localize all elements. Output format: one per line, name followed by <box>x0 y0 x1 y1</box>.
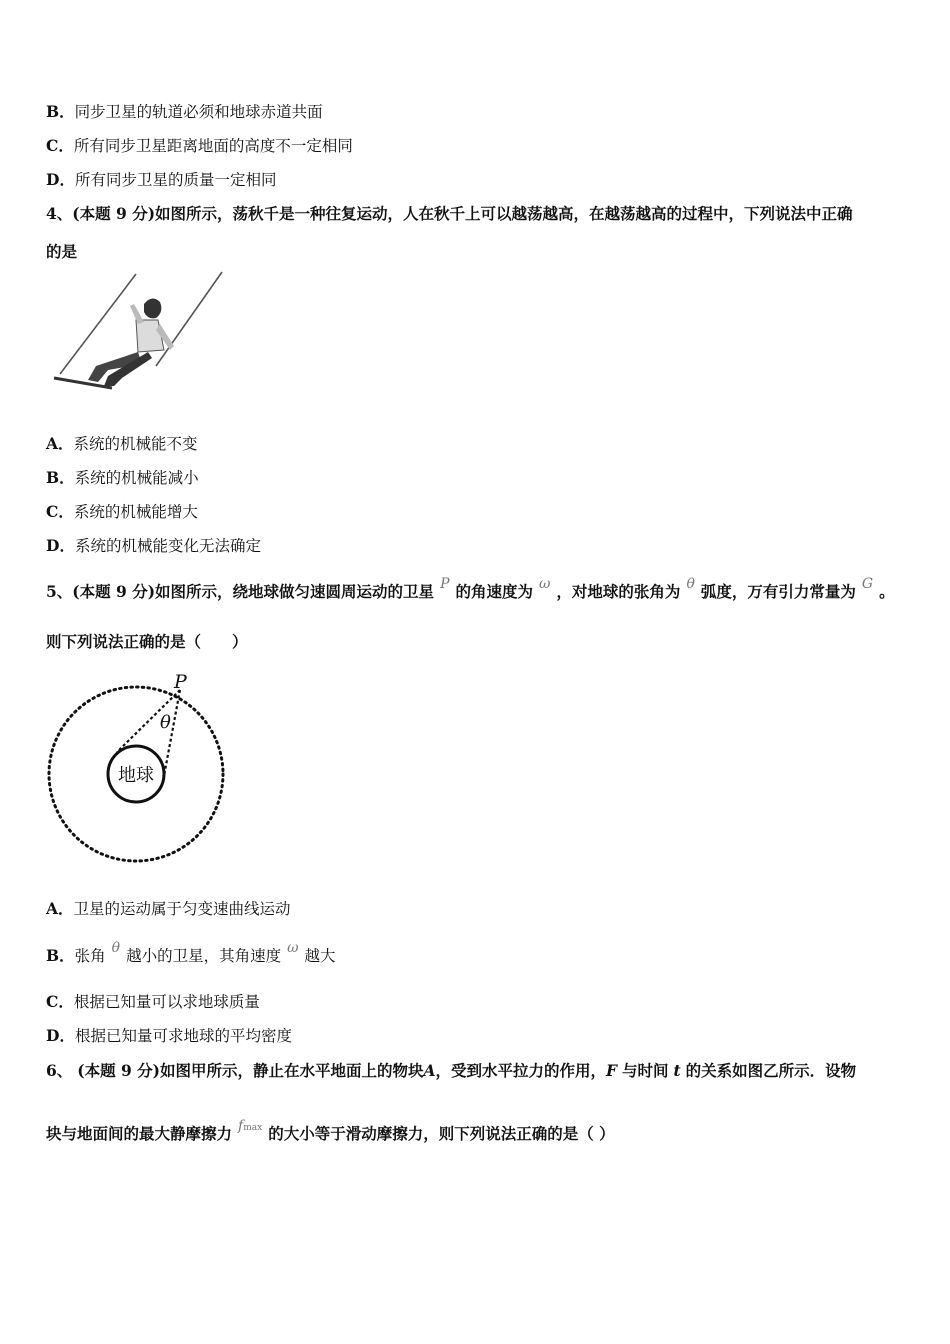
question-number: 4、 <box>46 204 73 223</box>
q5-option-b <box>46 940 336 967</box>
symbol-a: A <box>423 1061 436 1080</box>
symbol-p: P <box>440 576 450 592</box>
stem-part: ，受到水平拉力的作用， <box>435 1061 607 1080</box>
option-letter: C． <box>46 502 74 521</box>
q6-stem-line-2 <box>46 1118 615 1147</box>
label-p: P <box>174 671 187 693</box>
option-text: 根据已知量可以求地球质量 <box>73 993 260 1011</box>
symbol-fmax <box>238 1118 262 1134</box>
option-letter: C． <box>46 992 74 1011</box>
symbol-t: t <box>673 1061 681 1080</box>
option-text: 系统的机械能变化无法确定 <box>74 537 261 555</box>
option-letter: A． <box>46 899 74 918</box>
stem-part: 如图所示，绕地球做匀速圆周运动的卫星 <box>155 582 435 601</box>
stem-part: 的大小等于滑动摩擦力，则下列说法正确的是（ ） <box>268 1124 615 1143</box>
option-text: 根据已知量可求地球的平均密度 <box>74 1027 292 1045</box>
option-text: 越大 <box>304 947 336 965</box>
option-text: 系统的机械能不变 <box>73 435 198 453</box>
q5-option-d <box>46 1026 292 1046</box>
q4-option-c <box>46 502 198 522</box>
option-text: 系统的机械能减小 <box>74 469 199 487</box>
option-letter: B． <box>46 102 75 121</box>
q3-option-b <box>46 102 323 122</box>
option-text: 系统的机械能增大 <box>73 503 198 521</box>
symbol-g: G <box>861 576 874 592</box>
symbol-theta: θ <box>111 940 121 956</box>
stem-part: 的关系如图乙所示．设物 <box>685 1061 857 1080</box>
q4-stem-line-1 <box>46 204 853 224</box>
label-theta: θ <box>160 712 171 733</box>
option-letter: B． <box>46 468 75 487</box>
q4-option-b <box>46 468 199 488</box>
q4-option-a <box>46 434 198 454</box>
stem-part: 与时间 <box>622 1061 669 1080</box>
q4-stem-line-2: 的是 <box>46 242 78 261</box>
symbol-omega: ω <box>287 940 299 956</box>
option-letter: A． <box>46 434 74 453</box>
question-number: 6、 <box>46 1061 73 1080</box>
q5-option-c <box>46 992 260 1012</box>
option-text: 同步卫星的轨道必须和地球赤道共面 <box>74 103 323 121</box>
stem-part: 弧度，万有引力常量为 <box>700 582 856 601</box>
question-score: (本题 9 分) <box>77 1061 160 1080</box>
option-text: 所有同步卫星距离地面的高度不一定相同 <box>73 137 353 155</box>
q3-option-d <box>46 170 276 190</box>
question-number: 5、 <box>46 582 73 601</box>
stem-part: ，对地球的张角为 <box>556 582 681 601</box>
stem-part: 块与地面间的最大静摩擦力 <box>46 1124 233 1143</box>
symbol-theta: θ <box>686 576 695 592</box>
option-text: 卫星的运动属于匀变速曲线运动 <box>73 900 291 918</box>
option-text: 越小的卫星，其角速度 <box>126 947 282 965</box>
option-letter: D． <box>46 170 75 189</box>
satellite-orbit-figure <box>44 670 230 866</box>
question-score: (本题 9 分) <box>72 582 156 601</box>
option-letter: C． <box>46 136 74 155</box>
option-letter: D． <box>46 536 75 555</box>
q6-stem-line-1 <box>46 1061 856 1081</box>
stem-part: 如图甲所示，静止在水平地面上的物块 <box>159 1061 424 1080</box>
option-letter: B． <box>46 946 75 965</box>
symbol-f: F <box>606 1061 618 1080</box>
stem-part: 的角速度为 <box>455 582 533 601</box>
q5-stem-line-1 <box>46 576 895 603</box>
option-text: 张角 <box>74 947 106 965</box>
q3-option-c <box>46 136 353 156</box>
symbol-omega: ω <box>539 576 551 592</box>
swing-figure <box>48 270 226 394</box>
label-earth: 地球 <box>118 765 154 786</box>
q5-stem-line-2: 则下列说法正确的是（ ） <box>46 632 248 651</box>
stem-part: 。 <box>879 582 895 601</box>
symbol-subscript: max <box>243 1123 263 1133</box>
option-text: 所有同步卫星的质量一定相同 <box>74 171 277 189</box>
symbol-f-letter: f <box>238 1118 244 1134</box>
option-letter: D． <box>46 1026 75 1045</box>
q5-option-a <box>46 899 291 919</box>
question-score: (本题 9 分) <box>72 204 156 223</box>
q4-option-d <box>46 536 261 556</box>
question-stem: 如图所示，荡秋千是一种往复运动，人在秋千上可以越荡越高，在越荡越高的过程中，下列说法中正确 <box>155 204 853 223</box>
